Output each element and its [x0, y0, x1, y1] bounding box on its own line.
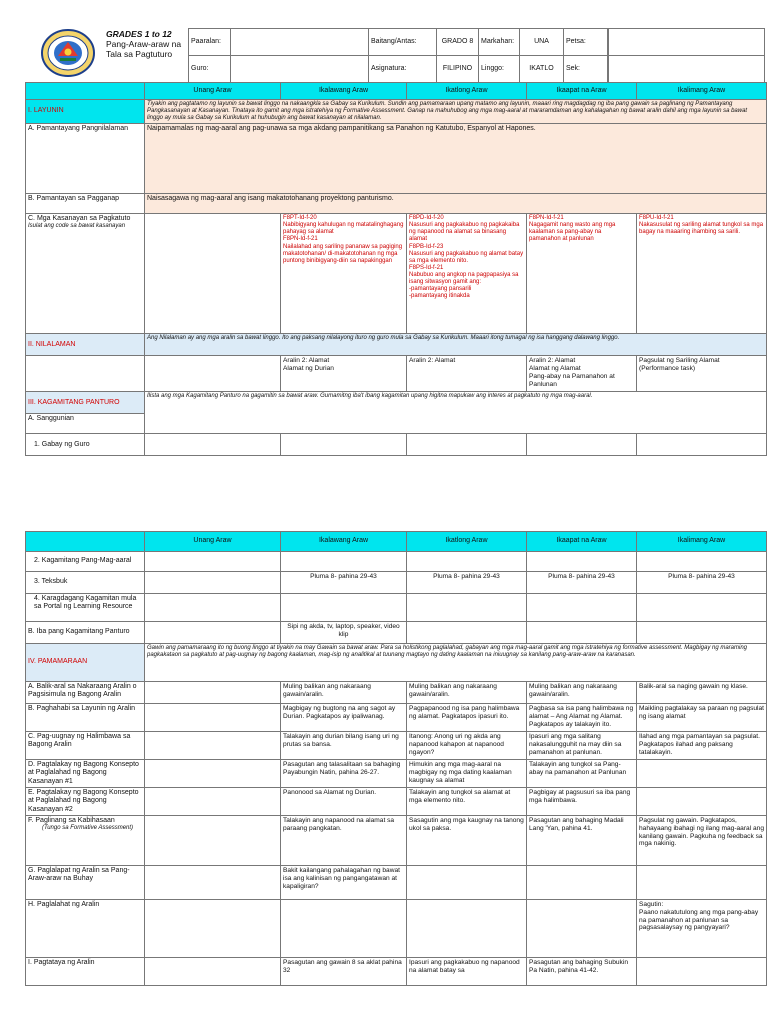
pamantayang-pangnilalaman-label: A. Pamantayang Pangnilalaman [26, 124, 145, 194]
day-5-header-2: Ikalimang Araw [637, 532, 767, 552]
kasanayan-day-2: F8PT-Id-f-20 Nabibigyang kahulugan ng matatalinghagang pahayag sa alamat F8PN-Id-f-21 Nailalahad ang sariling pananaw sa pagiging makatotohanan/ di-makatotohanan ng mga puntong binibigyang-diin sa napakinggan [281, 214, 407, 334]
bagong-konsepto-1-day-1 [145, 760, 281, 788]
kasanayan-day-5: F8PU-Id-f-21 Nakasusulat ng sariling alamat tungkol sa mga bagay na maaaring ihambing sa sarili. [637, 214, 767, 334]
balik-aral-day-4: Muling balikan ang nakaraang gawain/aralin. [527, 682, 637, 704]
markahan-label: Markahan: [479, 29, 520, 56]
markahan-value: UNA [520, 29, 564, 56]
kabihasaan-label: F. Paglinang sa Kabihasaan [28, 817, 115, 824]
asignatura-value: FILIPINO [437, 56, 479, 83]
gabay-day-2 [281, 434, 407, 456]
pagtataya-day-4: Pasagutan ang bahaging Subukin Pa Natin, pahina 41-42. [527, 958, 637, 986]
pag-uugnay-day-4: Ipasuri ang mga salitang nakasalungguhit na may diin sa pamanahon at panlunan. [527, 732, 637, 760]
nilalaman-day-3: Aralin 2: Alamat [407, 356, 527, 392]
teksbuk-day-3: Pluma 8- pahina 29-43 [407, 572, 527, 594]
bagong-konsepto-2-day-2: Panonood sa Alamat ng Durian. [281, 788, 407, 816]
kasanayan-day-4: F8PN-Id-f-21 Nagagamit nang wasto ang mga kaalaman sa pang-abay na pamanahon at panlunan [527, 214, 637, 334]
grades-label: GRADES 1 to 12 [106, 29, 172, 39]
teksbuk-day-4: Pluma 8- pahina 29-43 [527, 572, 637, 594]
pamantayang-pangnilalaman-text: Naipamamalas ng mag-aaral ang pag-unawa sa mga akdang pampanitikang sa Panahon ng Katutubo, Espanyol at Hapones. [145, 124, 767, 194]
kabihasaan-day-1 [145, 816, 281, 866]
paglalahat-day-5: Sagutin: Paano nakatutulong ang mga pang-abay na pamanahon at panlunan sa pagsasalaysay ng pangyayari? [637, 900, 767, 958]
baitang-label: Baitang/Antas: [369, 29, 437, 56]
balik-aral-day-5: Balik-aral sa naging gawain ng klase. [637, 682, 767, 704]
pamamaraan-text: Gawin ang pamamaraang ito ng buong linggo at tiyakin na may Gawain sa bawat araw. Para sa holistikong paglalahad, gabayan ang mga mag-aaral gamit ang mga istratehiya ng formative assessment. Magbigay ng maraming pagkakataon sa pagkatuto at pag-uugnay ng bagong kaalaman, mag-isip ng analitikal at tuunang magtayo ng dating kaalaman na iniuugnay sa kanilang pang-araw-araw na karanasan. [145, 644, 767, 682]
day-4-header: Ikaapat na Araw [527, 83, 637, 100]
pamamaraan-label: IV. PAMAMARAAN [26, 644, 145, 682]
layunin-text: Tiyakin ang pagtatamo ng layunin sa bawat linggo na nakaangkla sa Gabay sa Kurikulum. Sundin ang pamamaraan upang matamo ang layunin, maaari ring magdagdag ng iba pang gawain sa paglinang ng Pamantayang Pangkasanayan at Kasanayan. Tinataya ito gamit ang mga istratehiya ng Formative Assessment. Ganap na mahuhubog ang mga mag-aaral at mararamdaman ang kahalagahan ng bawat aralin dahil ang mga layunin sa bawat linggo ay mula sa Gabay sa Kurikulum at huhubugin ang bawat kasanayan at nilalaman. [145, 100, 767, 124]
gabay-day-5 [637, 434, 767, 456]
pamantayan-sa-pagganap-text: Naisasagawa ng mag-aaral ang isang makatotohanang proyektong panturismo. [145, 194, 767, 214]
paghahabi-day-1 [145, 704, 281, 732]
kasanayan-day-3: F8PD-Id-f-20 Nasusuri ang pagkakabuo ng pagkakaiba ng napanood na alamat sa binasang alamat F8PB-Id-f-23 Nasusuri ang pagkakabuo ng alamat batay sa mga elemento nito. F8PS-Id-f-21 Nabubuo ang angkop na pagpapasiya sa isang sitwasyon gamit ang: -pamantayang pansarili -pamantayang itinakda [407, 214, 527, 334]
paglalapat-day-2: Bakit kailangang pahalagahan ng bawat isa ang kalinisan ng pangangatawan at kapaligiran? [281, 866, 407, 900]
balik-aral-day-3: Muling balikan ang nakaraang gawain/aralin. [407, 682, 527, 704]
paghahabi-day-5: Maikling pagtalakay sa paraan ng pagsulat ng isang alamat [637, 704, 767, 732]
title-line-1: Pang-Araw-araw na [106, 39, 182, 50]
balik-aral-day-2: Muling balikan ang nakaraang gawain/aralin. [281, 682, 407, 704]
balik-aral-day-1 [145, 682, 281, 704]
title-line-2: Tala sa Pagtuturo [106, 49, 173, 60]
paghahabi-day-4: Pagbasa sa isa pang halimbawa ng alamat – Ang Alamat ng Alamat. Pagkatapos ay talakayin ito. [527, 704, 637, 732]
bagong-konsepto-1-day-3: Himukin ang mga mag-aaral na magbigay ng mga dating kaalaman kaugnay sa alamat [407, 760, 527, 788]
paaralan-label: Paaralan: [189, 29, 231, 56]
kagamitan-label: III. KAGAMITANG PANTURO [26, 392, 145, 414]
header-info-table [188, 28, 609, 83]
pagtataya-day-2: Pasagutan ang gawain 8 sa aklat pahina 32 [281, 958, 407, 986]
bagong-konsepto-2-day-3: Talakayin ang tungkol sa alamat at mga elemento nito. [407, 788, 527, 816]
blank-header-cell [26, 83, 145, 100]
kabihasaan-day-2: Talakayin ang napanood na alamat sa paraang pangkatan. [281, 816, 407, 866]
iba-pang-day-2: Sipi ng akda, tv, laptop, speaker, video klip [281, 622, 407, 644]
petsa-field-table [607, 28, 765, 83]
guro-field[interactable] [231, 56, 369, 83]
kabihasaan-day-4: Pasagutan ang bahaging Madali Lang 'Yan, pahina 41. [527, 816, 637, 866]
iba-pang-day-1 [145, 622, 281, 644]
lesson-table-1 [25, 82, 767, 456]
nilalaman-text: Ang Nilalaman ay ang mga aralin sa bawat linggo. Ito ang paksang nilalayong ituro ng guro mula sa Gabay sa Kurikulum. Maaari itong tumagal ng isa hanggang dalawang linggo. [145, 334, 767, 356]
iba-pang-kagamitan-label: B. Iba pang Kagamitang Panturo [26, 622, 145, 644]
day-2-header-2: Ikalawang Araw [281, 532, 407, 552]
nilalaman-day-5: Pagsulat ng Sariling Alamat (Performance task) [637, 356, 767, 392]
guro-label: Guro: [189, 56, 231, 83]
petsa-field[interactable] [608, 29, 765, 56]
blank-header-cell-2 [26, 532, 145, 552]
pag-uugnay-day-2: Talakayin ang durian bilang isang uri ng prutas sa bansa. [281, 732, 407, 760]
gabay-ng-guro-label: 1. Gabay ng Guro [26, 434, 145, 456]
pamantayan-sa-pagganap-label: B. Pamantayan sa Pagganap [26, 194, 145, 214]
paghahabi-label: B. Paghahabi sa Layunin ng Aralin [26, 704, 145, 732]
teksbuk-day-5: Pluma 8- pahina 29-43 [637, 572, 767, 594]
day-2-header: Ikalawang Araw [281, 83, 407, 100]
kabihasaan-day-5: Pagsulat ng gawain. Pagkatapos, hahayaang ibahagi ng ilang mag-aaral ang kanilang gawain. Pagkuha ng feedback sa mga nakinig. [637, 816, 767, 866]
nilalaman-day-2: Aralin 2: Alamat Alamat ng Durian [281, 356, 407, 392]
pag-uugnay-day-3: Itanong: Anong uri ng akda ang napanood kahapon at napanood ngayon? [407, 732, 527, 760]
bagong-konsepto-1-day-2: Pasagutan ang talasalitaan sa bahaging Payabungin Natin, pahina 26-27. [281, 760, 407, 788]
balik-aral-label: A. Balik-aral sa Nakaraang Aralin o Pagsisimula ng Bagong Aralin [26, 682, 145, 704]
paglalapat-label: G. Paglalapat ng Aralin sa Pang-Araw-araw na Buhay [26, 866, 145, 900]
bagong-konsepto-1-label: D. Pagtalakay ng Bagong Konsepto at Paglalahad ng Bagong Kasanayan #1 [26, 760, 145, 788]
linggo-value: IKATLO [520, 56, 564, 83]
kabihasaan-label-cell [26, 816, 145, 866]
pagtataya-label: I. Pagtataya ng Aralin [26, 958, 145, 986]
kasanayan-sublabel: Isulat ang code sa bawat kasanayan [28, 223, 126, 230]
gabay-day-4 [527, 434, 637, 456]
paaralan-field[interactable] [231, 29, 369, 56]
paghahabi-day-2: Magbigay ng bugtong na ang sagot ay Durian. Pagkatapos ay ipaliwanag. [281, 704, 407, 732]
karagdagang-kagamitan-label: 4. Karagdagang Kagamitan mula sa Portal ng Learning Resource [26, 594, 145, 622]
day-1-header: Unang Araw [145, 83, 281, 100]
pag-uugnay-label: C. Pag-uugnay ng Halimbawa sa Bagong Aralin [26, 732, 145, 760]
day-3-header: Ikatlong Araw [407, 83, 527, 100]
baitang-value: GRADO 8 [437, 29, 479, 56]
nilalaman-day-4: Aralin 2: Alamat Alamat ng Alamat Pang-abay na Pamanahon at Panlunan [527, 356, 637, 392]
petsa-label: Petsa: [564, 29, 609, 56]
kabihasaan-day-3: Sasagutin ang mga kaugnay na tanong ukol sa paksa. [407, 816, 527, 866]
layunin-label: I. LAYUNIN [26, 100, 145, 124]
lesson-table-2 [25, 531, 767, 986]
paghahabi-day-3: Pagpapanood ng isa pang halimbawa ng alamat. Pagkatapos ipasuri ito. [407, 704, 527, 732]
sek-field[interactable] [608, 56, 765, 83]
kabihasaan-sublabel: (Tungo sa Formative Assessment) [42, 825, 134, 832]
deped-seal-icon [40, 28, 96, 78]
kagamitang-mag-aaral-label: 2. Kagamitang Pang-Mag-aaral [26, 552, 145, 572]
pagtataya-day-3: Ipasuri ang pagkakabuo ng napanood na alamat batay sa [407, 958, 527, 986]
paglalahat-label: H. Paglalahat ng Aralin [26, 900, 145, 958]
nilalaman-label: II. NILALAMAN [26, 334, 145, 356]
kasanayan-label: C. Mga Kasanayan sa Pagkatuto [28, 215, 131, 223]
nilalaman-day-1 [145, 356, 281, 392]
day-5-header: Ikalimang Araw [637, 83, 767, 100]
linggo-label: Linggo: [479, 56, 520, 83]
pag-uugnay-day-1 [145, 732, 281, 760]
teksbuk-day-2: Pluma 8- pahina 29-43 [281, 572, 407, 594]
bagong-konsepto-2-day-4: Pagbigay at pagsusuri sa iba pang mga halimbawa. [527, 788, 637, 816]
bagong-konsepto-1-day-5 [637, 760, 767, 788]
sanggunian-label: A. Sanggunian [26, 414, 145, 434]
day-1-header-2: Unang Araw [145, 532, 281, 552]
kasanayan-day-1 [145, 214, 281, 334]
bagong-konsepto-2-day-5 [637, 788, 767, 816]
gabay-day-3 [407, 434, 527, 456]
bagong-konsepto-1-day-4: Talakayin ang tungkol sa Pang-abay na pamanahon at Panlunan [527, 760, 637, 788]
kagamitan-text: Ilista ang mga Kagamitang Panturo na gagamitin sa bawat araw. Gumamitng iba't ibang kagamitan upang higitna mapukaw ang interes at pagkatuto ng mga mag-aaral. [145, 392, 767, 434]
day-4-header-2: Ikaapat na Araw [527, 532, 637, 552]
pagtataya-day-1 [145, 958, 281, 986]
gabay-day-1 [145, 434, 281, 456]
teksbuk-label: 3. Teksbuk [26, 572, 145, 594]
asignatura-label: Asignatura: [369, 56, 437, 83]
paglalapat-day-1 [145, 866, 281, 900]
kasanayan-label-cell [26, 214, 145, 334]
sek-label: Sek: [564, 56, 609, 83]
nilalaman-blank [26, 356, 145, 392]
document-title [106, 29, 186, 60]
pag-uugnay-day-5: Ilahad ang mga pamantayan sa pagsulat. Pagkatapos ilahad ang paksang tatalakayin. [637, 732, 767, 760]
day-3-header-2: Ikatlong Araw [407, 532, 527, 552]
pagtataya-day-5 [637, 958, 767, 986]
bagong-konsepto-2-day-1 [145, 788, 281, 816]
teksbuk-day-1 [145, 572, 281, 594]
bagong-konsepto-2-label: E. Pagtalakay ng Bagong Konsepto at Paglalahad ng Bagong Kasanayan #2 [26, 788, 145, 816]
